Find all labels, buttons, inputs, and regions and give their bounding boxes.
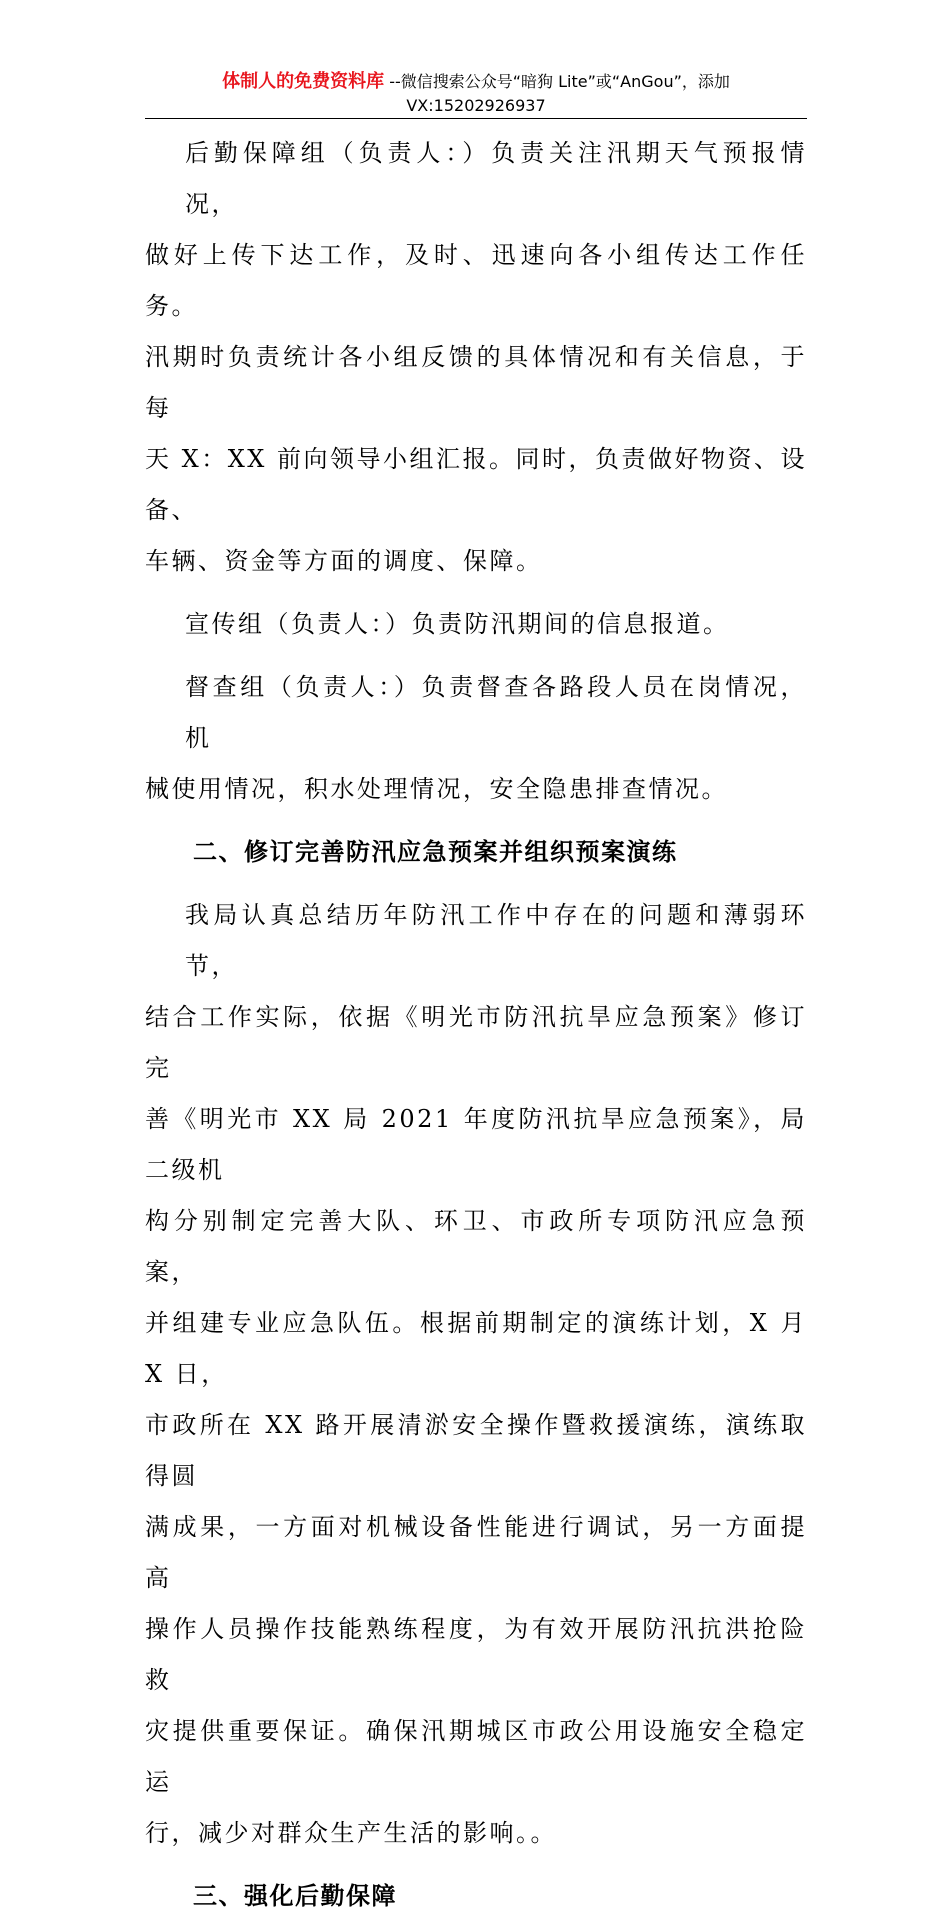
text-line: 构分别制定完善大队、环卫、市政所专项防汛应急预案，: [145, 1207, 807, 1286]
text-line: 并组建专业应急队伍。根据前期制定的演练计划，X 月 X 日，: [145, 1309, 807, 1388]
paragraph-publicity-group: [145, 599, 807, 650]
text-line: 天 X：XX 前向领导小组汇报。同时，负责做好物资、设备、: [145, 445, 808, 524]
text-line: 市政所在 XX 路开展清淤安全操作暨救援演练，演练取得圆: [145, 1411, 807, 1490]
text-line: 车辆、资金等方面的调度、保障。: [145, 547, 543, 575]
page-header: [145, 70, 807, 118]
text-line: 满成果，一方面对机械设备性能进行调试，另一方面提高: [145, 1513, 807, 1592]
text-line: 后勤保障组（负责人：）负责关注汛期天气预报情况，: [185, 139, 807, 218]
header-brand: 体制人的免费资料库: [222, 71, 385, 92]
paragraph-logistics-group: [145, 128, 807, 587]
paragraph-section-2: [145, 890, 807, 1859]
text-line: 宣传组（负责人：）负责防汛期间的信息报道。: [185, 610, 730, 638]
header-vx: VX:15202926937: [406, 96, 546, 115]
header-contact: --微信搜索公众号“暗狗 Lite”或“AnGou”，添加: [384, 72, 730, 91]
section-heading-3: 三、强化后勤保障: [193, 1882, 397, 1910]
section-heading-2: 二、修订完善防汛应急预案并组织预案演练: [193, 838, 678, 866]
text-line: 我局认真总结历年防汛工作中存在的问题和薄弱环节，: [185, 901, 807, 980]
text-line: 做好上传下达工作，及时、迅速向各小组传达工作任务。: [145, 241, 807, 320]
text-line: 督查组（负责人：）负责督查各路段人员在岗情况，机: [185, 673, 807, 752]
text-line: 操作人员操作技能熟练程度，为有效开展防汛抗洪抢险救: [145, 1615, 807, 1694]
text-line: 灾提供重要保证。确保汛期城区市政公用设施安全稳定运: [145, 1717, 807, 1796]
text-line: 行，减少对群众生产生活的影响。。: [145, 1819, 557, 1847]
paragraph-inspection-group: [145, 662, 807, 815]
text-line: 善《明光市 XX 局 2021 年度防汛抗旱应急预案》，局二级机: [145, 1105, 807, 1184]
text-line: 械使用情况，积水处理情况，安全隐患排查情况。: [145, 775, 728, 803]
text-line: 汛期时负责统计各小组反馈的具体情况和有关信息，于每: [145, 343, 807, 422]
header-divider: [145, 118, 807, 119]
text-line: 结合工作实际，依据《明光市防汛抗旱应急预案》修订完: [145, 1003, 807, 1082]
document-body: [145, 128, 807, 1922]
